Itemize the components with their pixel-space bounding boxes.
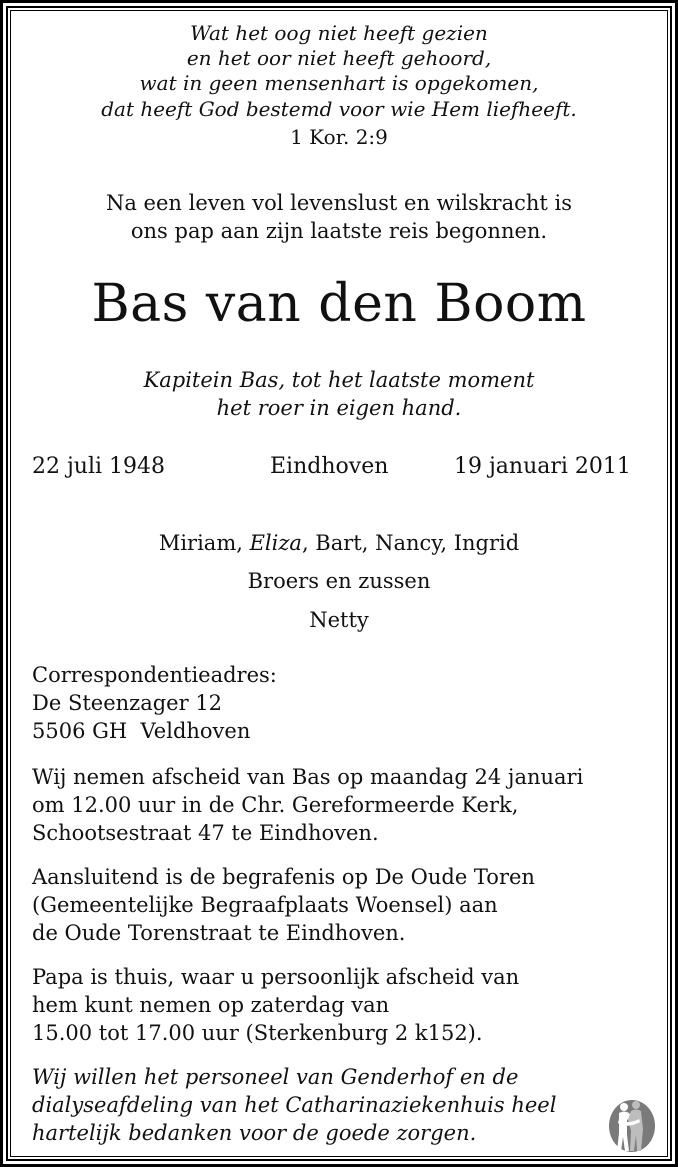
correspondence-city: 5506 GH Veldhoven [32,719,251,743]
intro-line-1: Na een leven vol levenslust en wilskracht is [105,191,573,215]
embracing-figures-icon [607,1095,657,1153]
burial-line-2: (Gemeentelijke Begraafplaats Woensel) aan [32,893,498,917]
verse-line-4: dat heeft God bestemd voor wie Hem liefheeft. [101,97,577,121]
correspondence-street: De Steenzager 12 [32,691,223,715]
children-names [12,529,666,557]
burial-line-3: de Oude Torenstraat te Eindhoven. [32,921,406,945]
thanks-line-3: hartelijk bedanken voor de goede zorgen. [32,1121,477,1145]
thanks-line-1: Wij willen het personeel van Genderhof en de [32,1065,519,1089]
children-after: , Bart, Nancy, Ingrid [301,531,520,555]
siblings: Broers en zussen [247,569,431,593]
obituary-notice [12,12,666,1155]
farewell-line-3: Schootsestraat 47 te Eindhoven. [32,821,379,845]
correspondence-label: Correspondentieadres: [32,663,277,687]
visitation-line-3: 15.00 tot 17.00 uur (Sterkenburg 2 k152). [32,1021,483,1045]
burial-line-1: Aansluitend is de begrafenis op De Oude Toren [32,865,535,889]
visitation-line-2: hem kunt nemen op zaterdag van [32,993,390,1017]
place: Eindhoven [270,454,389,479]
motto-line-1: Kapitein Bas, tot het laatste moment [143,368,535,392]
thanks-line-2: dialyseafdeling van het Catharinaziekenhuis heel [32,1093,557,1117]
verse-line-3: wat in geen mensenhart is opgekomen, [139,71,539,95]
birth-date: 22 juli 1948 [32,454,166,479]
verse-line-2: en het oor niet heeft gehoord, [186,46,492,70]
children-italic-name: Eliza [249,531,302,555]
verse-reference: 1 Kor. 2:9 [290,125,388,149]
verse-line-1: Wat het oog niet heeft gezien [190,21,488,45]
farewell-line-2: om 12.00 uur in de Chr. Gereformeerde Kerk, [32,793,519,817]
deceased-name: Bas van den Boom [91,274,587,334]
farewell-line-1: Wij nemen afscheid van Bas op maandag 24 januari [32,765,584,789]
visitation-line-1: Papa is thuis, waar u persoonlijk afscheid van [32,965,520,989]
death-date: 19 januari 2011 [454,454,631,479]
motto-line-2: het roer in eigen hand. [216,396,462,420]
children-before: Miriam, [158,531,250,555]
partner: Netty [309,608,369,632]
intro-line-2: ons pap aan zijn laatste reis begonnen. [130,219,548,243]
